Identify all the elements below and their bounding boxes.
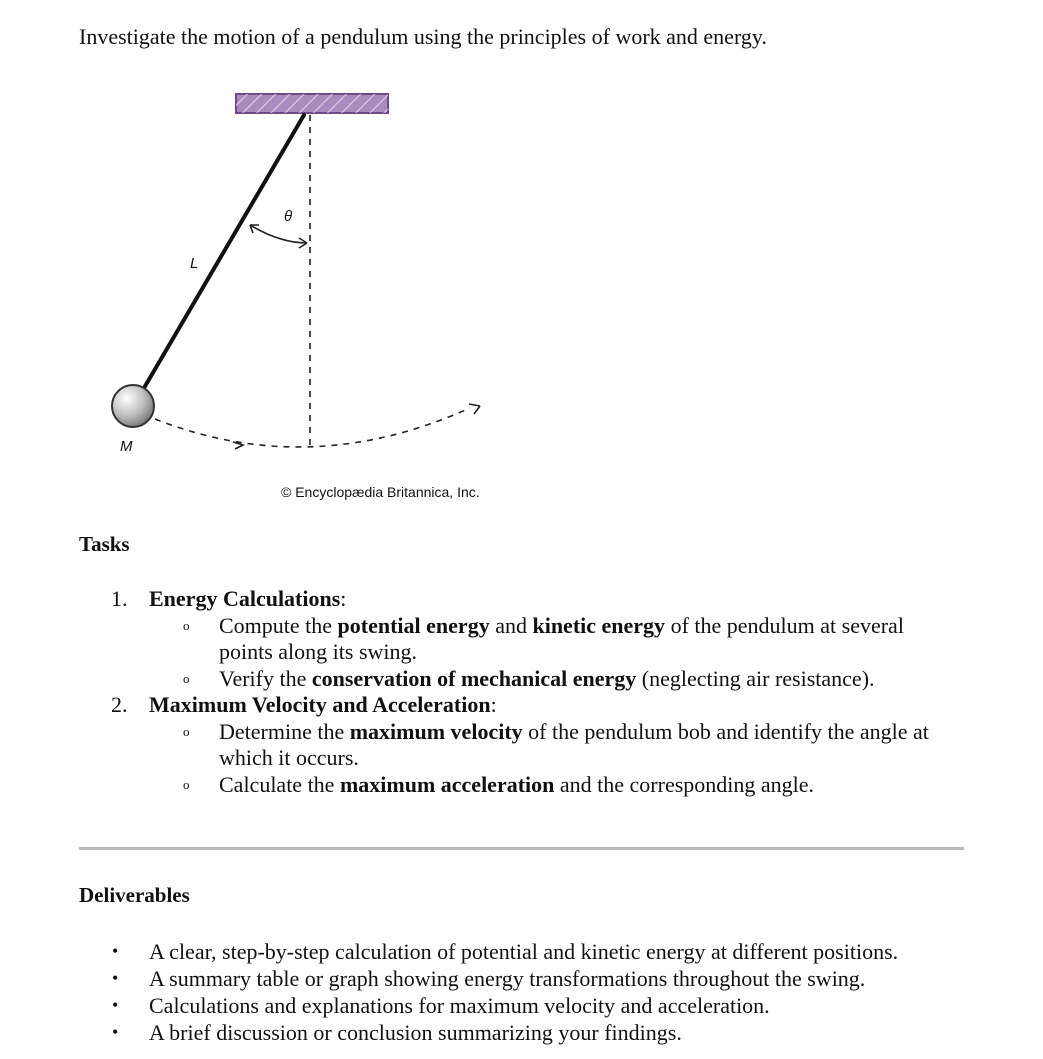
circle-bullet-icon: o — [183, 776, 190, 792]
bullet-icon: • — [112, 968, 119, 988]
swing-arrow-end-icon — [469, 404, 480, 414]
figure-credit: © Encyclopædia Britannica, Inc. — [281, 484, 480, 500]
task-number: 2. — [111, 692, 128, 717]
list-item: • A brief discussion or conclusion summarizing your findings. — [112, 1020, 682, 1045]
subtask-item: o Verify the conservation of mechanical energy (neglecting air resistance). — [183, 665, 875, 691]
tasks-list — [0, 586, 1043, 798]
subtask-item: o Compute the potential energy and kinetic energy of the pendulum at several points along its swing. — [183, 612, 904, 664]
swing-path — [155, 408, 470, 447]
pendulum-rod — [144, 115, 304, 388]
deliverables-heading: Deliverables — [79, 883, 190, 907]
task-item-energy-calculations: 1. Energy Calculations: — [111, 586, 347, 611]
ceiling-support — [236, 94, 388, 113]
task-number: 1. — [111, 586, 128, 611]
deliverables-list — [0, 938, 1043, 1046]
list-item: • Calculations and explanations for maximum velocity and acceleration. — [112, 993, 770, 1018]
task-title: Maximum Velocity and Acceleration — [149, 692, 491, 717]
circle-bullet-icon: o — [183, 617, 190, 633]
task-item-max-velocity-acceleration: 2. Maximum Velocity and Acceleration: — [111, 692, 497, 717]
theta-label: θ — [284, 208, 293, 225]
pendulum-diagram — [100, 85, 520, 515]
ceiling-hatching — [236, 94, 388, 113]
tasks-heading: Tasks — [79, 532, 130, 556]
bullet-icon: • — [112, 941, 119, 961]
bullet-icon: • — [112, 995, 119, 1015]
pendulum-bob — [112, 385, 154, 427]
circle-bullet-icon: o — [183, 723, 190, 739]
angle-arc — [250, 225, 307, 243]
subtask-item: o Calculate the maximum acceleration and the corresponding angle. — [183, 771, 815, 797]
bullet-icon: • — [112, 1022, 119, 1042]
section-divider — [79, 847, 964, 850]
list-item: • A clear, step-by-step calculation of potential and kinetic energy at different positions. — [112, 939, 899, 964]
intro-text: Investigate the motion of a pendulum using the principles of work and energy. — [79, 24, 767, 49]
length-label: L — [190, 255, 199, 272]
mass-label: M — [120, 438, 133, 455]
subtask-item: o Determine the maximum velocity of the pendulum bob and identify the angle at which it occurs. — [183, 718, 929, 770]
circle-bullet-icon: o — [183, 670, 190, 686]
list-item: • A summary table or graph showing energy transformations throughout the swing. — [112, 966, 866, 991]
task-title: Energy Calculations — [149, 586, 341, 611]
